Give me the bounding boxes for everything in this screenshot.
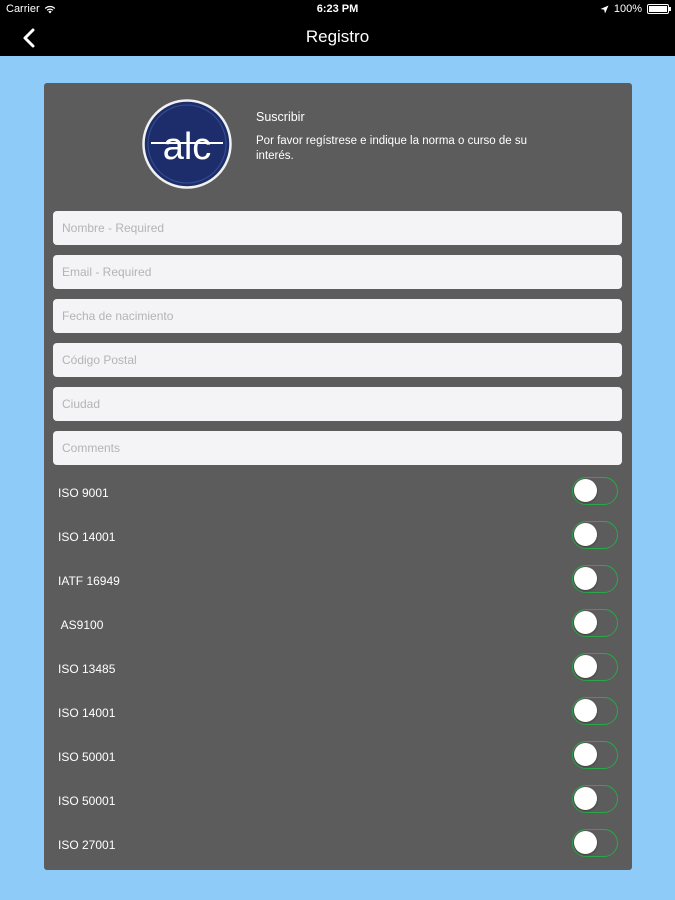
- standard-label: ISO 9001: [58, 486, 109, 500]
- toggle-knob: [574, 787, 597, 810]
- navigation-bar: [0, 20, 675, 56]
- standard-row-iso-14001-b: [53, 693, 622, 733]
- alc-logo: [142, 99, 232, 189]
- toggle-knob: [574, 523, 597, 546]
- email-input[interactable]: [53, 255, 622, 289]
- subscribe-heading: Suscribir: [256, 110, 305, 124]
- top-bar: [0, 0, 675, 56]
- standard-row-iso-9001: [53, 473, 622, 513]
- battery-percent: 100%: [613, 3, 642, 15]
- status-time: 6:23 PM: [316, 3, 359, 15]
- subscribe-description: Por favor regístrese e indique la norma o curso de su interés.: [256, 135, 528, 162]
- standard-label: ISO 13485: [58, 662, 116, 676]
- name-input[interactable]: [53, 211, 622, 245]
- toggle-knob: [574, 611, 597, 634]
- iso-14001-toggle[interactable]: [572, 521, 618, 549]
- location-arrow-icon: [600, 5, 609, 14]
- battery-icon: [647, 4, 669, 14]
- standard-label: IATF 16949: [58, 574, 120, 588]
- standard-row-iso-27001: [53, 825, 622, 865]
- toggle-knob: [574, 479, 597, 502]
- postal-code-input[interactable]: [53, 343, 622, 377]
- standard-label: ISO 14001: [58, 706, 116, 720]
- standard-label: ISO 50001: [58, 750, 116, 764]
- standard-label: ISO 14001: [58, 530, 116, 544]
- toggle-knob: [574, 831, 597, 854]
- standard-label: ISO 27001: [58, 838, 116, 852]
- toggle-knob: [574, 743, 597, 766]
- iso-27001-toggle[interactable]: [572, 829, 618, 857]
- standard-row-iatf-16949: [53, 561, 622, 601]
- toggle-knob: [574, 699, 597, 722]
- iso-50001-b-toggle[interactable]: [572, 785, 618, 813]
- registration-card: [44, 83, 632, 870]
- city-input[interactable]: [53, 387, 622, 421]
- comments-input[interactable]: [53, 431, 622, 465]
- iatf-16949-toggle[interactable]: [572, 565, 618, 593]
- standard-row-iso-50001-b: [53, 781, 622, 821]
- logo-text: alc: [162, 126, 212, 168]
- toggle-knob: [574, 655, 597, 678]
- standard-row-iso-14001: [53, 517, 622, 557]
- standard-row-as9100: [53, 605, 622, 645]
- iso-13485-toggle[interactable]: [572, 653, 618, 681]
- iso-50001-toggle[interactable]: [572, 741, 618, 769]
- as9100-toggle[interactable]: [572, 609, 618, 637]
- standard-row-iso-13485: [53, 649, 622, 689]
- page-title: Registro: [305, 27, 370, 46]
- toggle-knob: [574, 567, 597, 590]
- standard-label: ISO 50001: [58, 794, 116, 808]
- standard-label: AS9100: [58, 618, 104, 632]
- status-bar: [0, 0, 675, 20]
- carrier-label: Carrier: [6, 3, 40, 15]
- standard-row-iso-50001: [53, 737, 622, 777]
- iso-14001-b-toggle[interactable]: [572, 697, 618, 725]
- birthdate-input[interactable]: [53, 299, 622, 333]
- iso-9001-toggle[interactable]: [572, 477, 618, 505]
